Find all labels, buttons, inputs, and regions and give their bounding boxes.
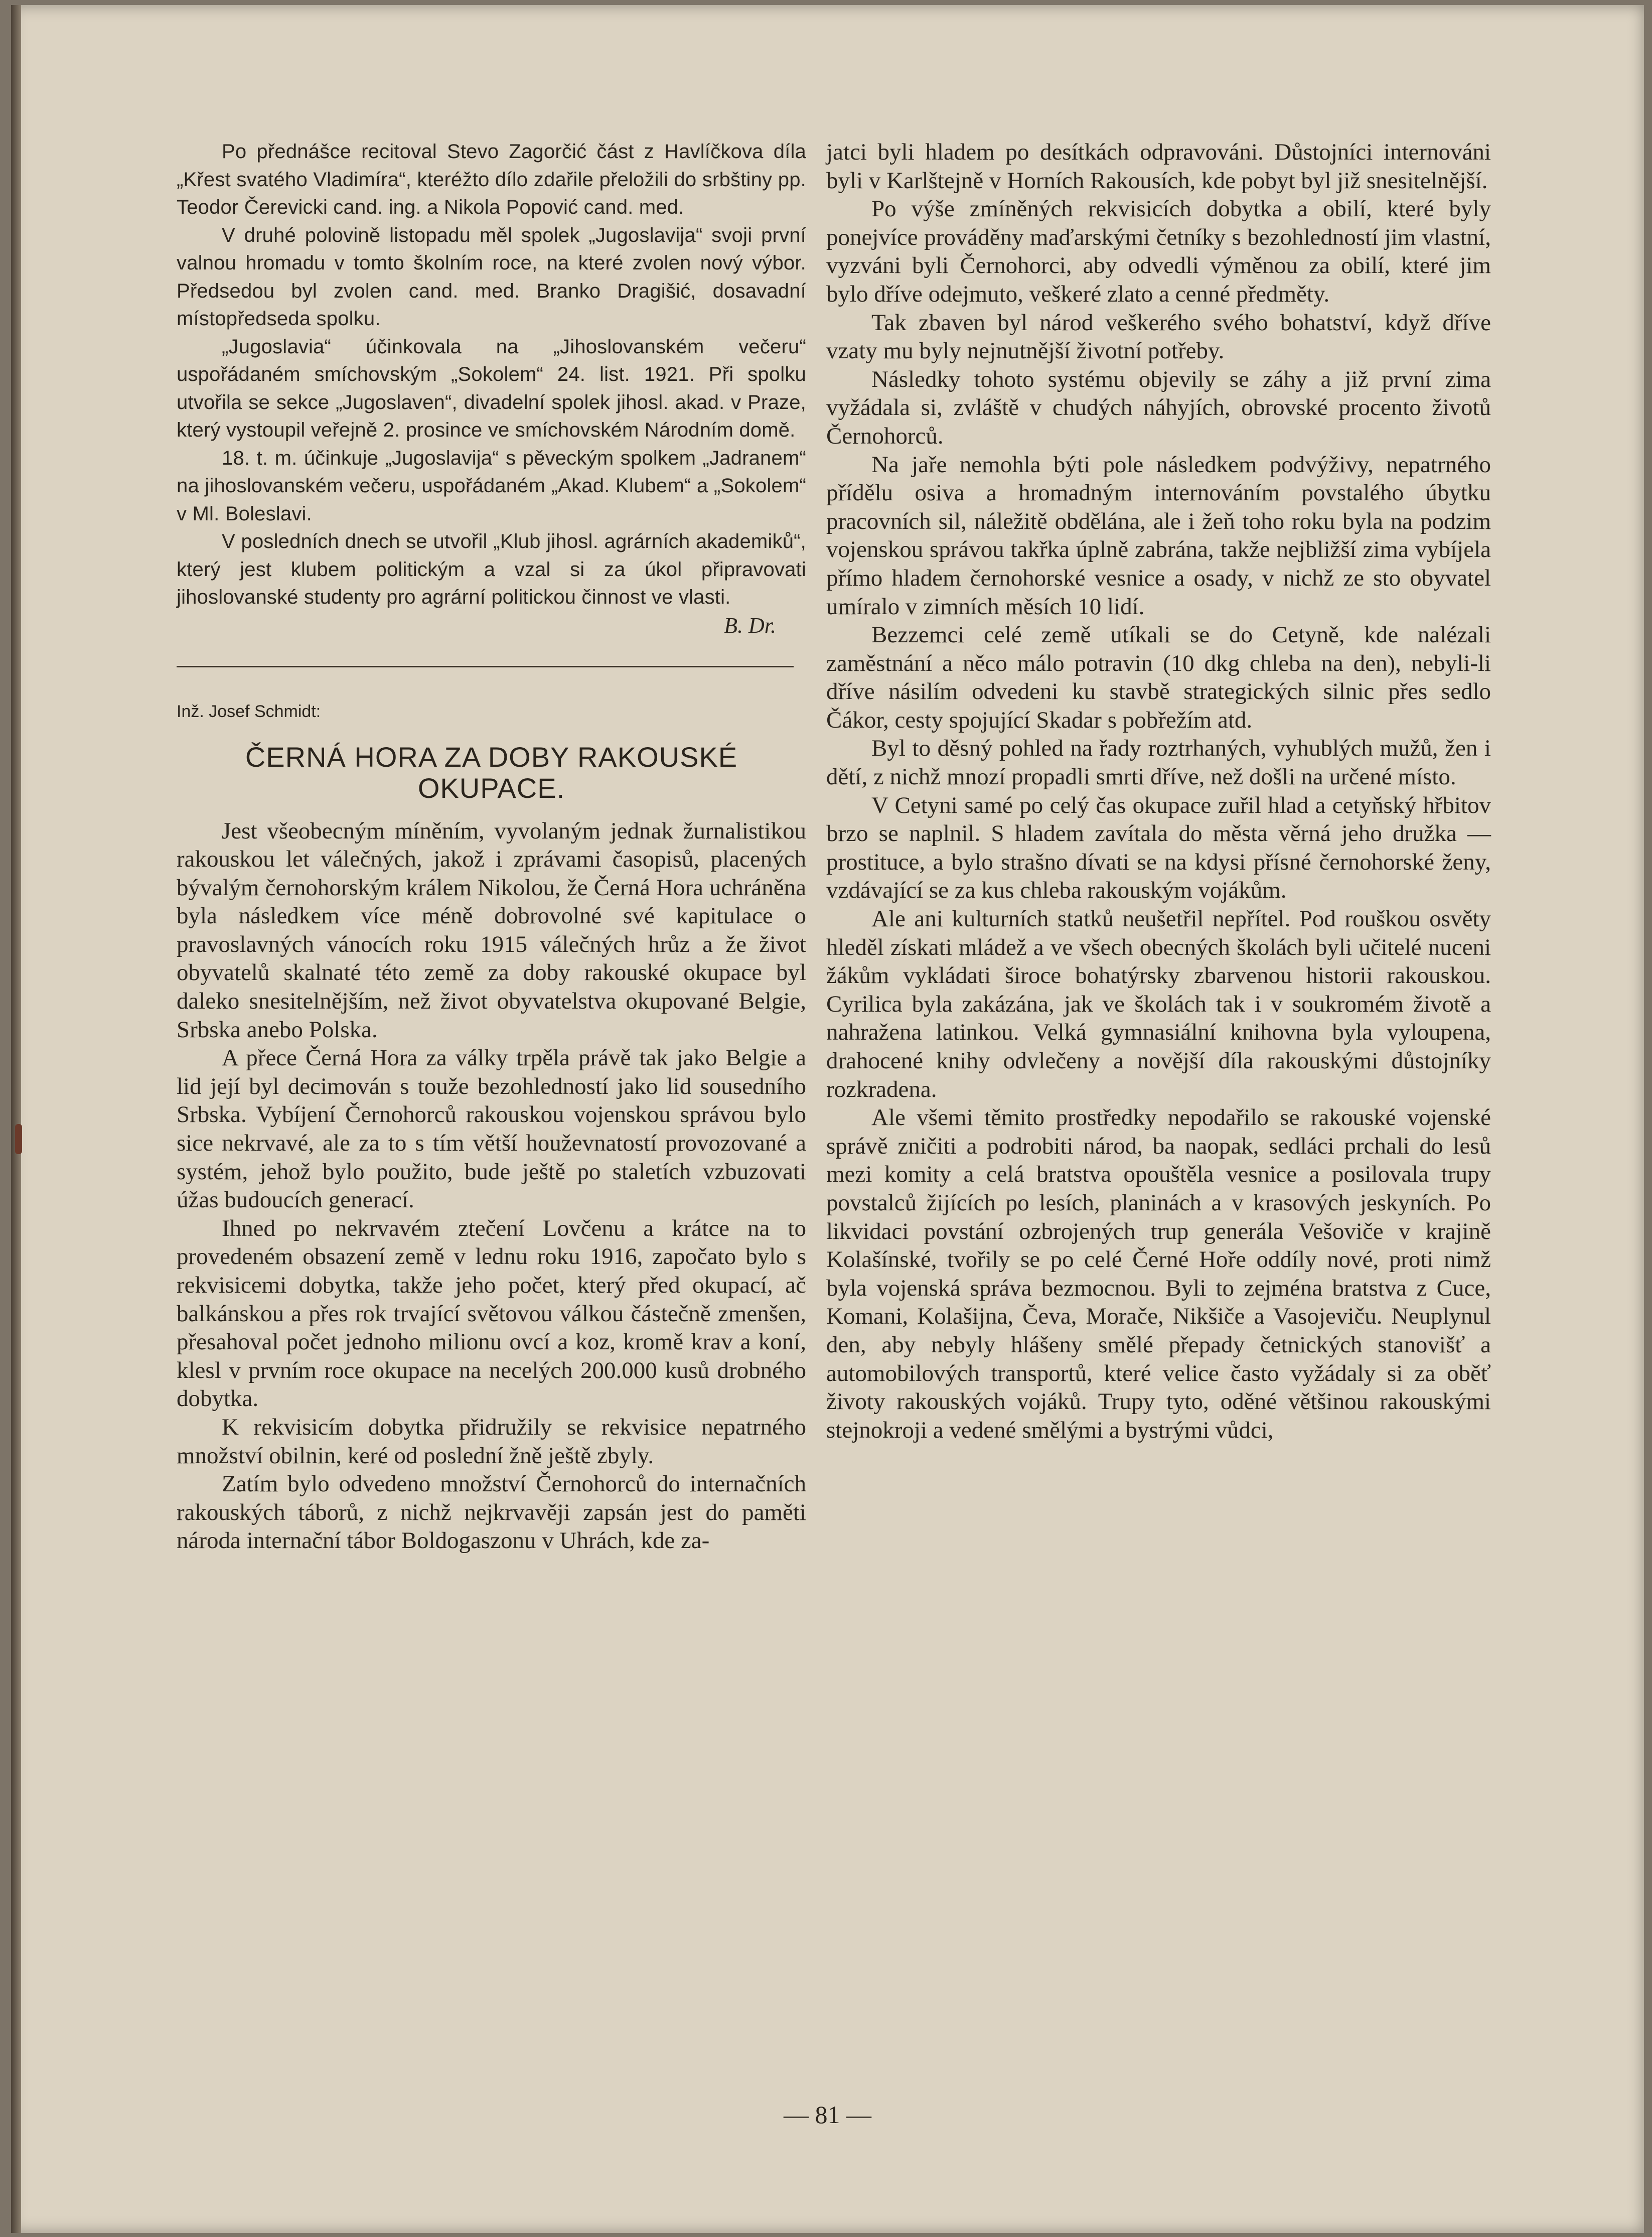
article-title: ČERNÁ HORA ZA DOBY RAKOUSKÉ OKUPACE. xyxy=(245,741,738,804)
news-paragraph: 18. t. m. účinkuje „Jugoslavija“ s pěveckým spolkem „Jadranem“ na jihoslovanském večeru, uspořádaném „Akad. Klubem“ a „Sokolem“ v Ml. Boleslavi. xyxy=(177,447,806,525)
article-paragraph: Na jaře nemohla býti pole následkem podvýživy, nepatrného přídělu osiva a hromadným internováním povstalého úbytku pracovních sil, náležitě obdělána, ale i žeň toho roku byla na podzim vojenskou správou takřka úplně zabrána, takže nejbližší zima vybíjela přímo hladem černohorské vesnice a osady, v nichž ze sto obyvatel umíralo v zimních měsích 10 lidí. xyxy=(826,451,1491,620)
news-paragraph: Po přednášce recitoval Stevo Zagorčić část z Havlíčkova díla „Křest svatého Vladimíra“, kteréžto dílo zdařile přeložili do srbštiny pp. Teodor Čerevicki cand. ing. a Nikola Popović cand. med. xyxy=(177,141,806,218)
article-author: Inž. Josef Schmidt: xyxy=(177,702,321,721)
article-paragraph: Byl to děsný pohled na řady roztrhaných, vyhublých mužů, žen i dětí, z nichž mnozí propadli smrti dříve, než došli na určené místo. xyxy=(826,735,1491,790)
article-paragraph: Ihned po nekrvavém ztečení Lovčenu a krátce na to provedeném obsazení země v lednu roku 1916, započato bylo s rekvisicemi dobytka, takže jeho počet, který před okupací, ač balkánskou a přes rok trvající světovou válkou částečně zmenšen, přesahoval počet jednoho milionu ovcí a koz, kromě krav a koní, klesl v prvním roce okupace na necelých 200.000 kusů drobného dobytka. xyxy=(177,1215,806,1412)
news-paragraph: V posledních dnech se utvořil „Klub jihosl. agrárních akademiků“, který jest klubem politickým a vzal si za úkol připravovati jihoslovanské studenty pro agrární politickou činnost ve vlasti. xyxy=(177,530,806,608)
article-body-left xyxy=(177,817,806,1555)
book-spine xyxy=(11,5,21,2233)
article-paragraph: Tak zbaven byl národ veškerého svého bohatství, když dříve vzaty mu byly nejnutnější životní potřeby. xyxy=(826,309,1491,364)
article-paragraph: Jest všeobecným míněním, vyvolaným jednak žurnalistikou rakouskou let válečných, jakož i zprávami časopisů, placených bývalým černohorským králem Nikolou, že Černá Hora uchráněna byla následkem více méně dobrovolné své kapitulace o pravoslavných vánocích roku 1915 válečných hrůz a že život obyvatelů skalnaté této země za doby rakouské okupace byl daleko snesitelnějším, než život obyvatelstva okupované Belgie, Srbska anebo Polska. xyxy=(177,817,806,1043)
left-column xyxy=(177,138,806,1555)
section-divider xyxy=(177,666,794,667)
article-paragraph: Bezzemci celé země utíkali se do Cetyně, kde nalézali zaměstnání a něco málo potravin (10 dkg chleba na den), nebyli-li dříve násilím odvedeni ku stavbě strategických silnic přes sedlo Čákor, cesty spojující Skadar s pobřežím atd. xyxy=(826,622,1491,733)
binding-mark xyxy=(15,1124,22,1154)
article-paragraph: Ale všemi těmito prostředky nepodařilo se rakouské vojenské správě zničiti a podrobiti národ, ba naopak, sedláci prchali do lesů mezi komity a celá bratstva opouštěla vesnice a posilovala trupy povstalců žijících po lesích, planinách a v krasových jeskyních. Po likvidaci povstání ozbrojených trup generála Vešoviče v krajině Kolašínské, tvořily se po celé Černé Hoře oddíly nové, proti nimž byla vojenská správa bezmocnou. Byli to zejména bratstva z Cuce, Komani, Kolašijna, Čeva, Morače, Nikšiče a Vasojeviču. Neuplynul den, aby nebyly hlášeny smělé přepady četnických stanovišť a automobilových transportů, které velice často vyžádaly si za oběť životy rakouských vojáků. Trupy tyto, oděné většinou rakouskými stejnokroji a vedené smělými a bystrými vůdci, xyxy=(826,1104,1491,1443)
page xyxy=(11,5,1644,2233)
article-paragraph: Ale ani kulturních statků neušetřil nepřítel. Pod rouškou osvěty hleděl získati mládež a ve všech obecných školách byli učitelé nuceni žákům vykládati široce bohatýrsky zbarvenou historii rakouskou. Cyrilica byla zakázána, jak ve školách tak i v soukromém životě a nahražena latinkou. Velká gymnasiální knihovna byla vyloupena, drahocené knihy odvlečeny a novější díla rakouskými důstojníky rozkradena. xyxy=(826,906,1491,1102)
news-paragraph: „Jugoslavia“ účinkovala na „Jihoslovanském večeru“ uspořádaném smíchovským „Sokolem“ 24. list. 1921. Při spolku utvořila se sekce „Jugoslaven“, divadelní spolek jihosl. akad. v Praze, který vystoupil veřejně 2. prosince ve smíchovském Národním domě. xyxy=(177,335,806,441)
article-paragraph: Zatím bylo odvedeno množství Černohorců do internačních rakouských táborů, z nichž nejkrvavěji zapsán jest do paměti národa internační tábor Boldogaszonu v Uhrách, kde za- xyxy=(177,1471,806,1554)
article-paragraph: V Cetyni samé po celý čas okupace zuřil hlad a cetyňský hřbitov brzo se naplnil. S hladem zavítala do města věrná jeho družka — prostituce, a bylo strašno dívati se na kdysi přísné černohorské ženy, vzdávající se za kus chleba rakouským vojákům. xyxy=(826,792,1491,904)
article-paragraph: Následky tohoto systému objevily se záhy a již první zima vyžádala si, zvláště v chudých náhyjích, obrovské procento životů Černohorců. xyxy=(826,366,1491,449)
news-paragraph: V druhé polovině listopadu měl spolek „Jugoslavija“ svoji první valnou hromadu v tomto školním roce, na které zvolen nový výbor. Předsedou byl zvolen cand. med. Branko Dragišić, dosavadní místopředseda spolku. xyxy=(177,224,806,330)
right-column xyxy=(826,138,1491,1444)
article-paragraph: A přece Černá Hora za války trpěla právě tak jako Belgie a lid její byl decimován s touže bezohledností jako lid sousedního Srbska. Vybíjení Černohorců rakouskou vojenskou správou bylo sice nekrvavé, ale za to s tím větší houževnatostí provozované a systém, jehož bylo použito, bude ještě po staletích vzbuzovati úžas budoucích generací. xyxy=(177,1045,806,1213)
article-paragraph: K rekvisicím dobytka přidružily se rekvisice nepatrného množství obilnin, keré od poslední žně ještě zbyly. xyxy=(177,1414,806,1469)
article-paragraph: Po výše zmíněných rekvisicích dobytka a obilí, které byly ponejvíce prováděny maďarskými četníky s bezohledností jim vlastní, vyzváni byli Černohorci, aby odvedli výměnou za obilí, které jim bylo dříve odejmuto, veškeré zlato a cenné předměty. xyxy=(826,196,1491,307)
page-number: — 81 — xyxy=(784,2101,871,2129)
news-section xyxy=(177,138,806,612)
article-continuation: jatci byli hladem po desítkách odpravováni. Důstojníci internováni byli v Karlštejně v Horních Rakousích, kde pobyt byl již snesitelnější. xyxy=(826,139,1491,194)
news-signature: B. Dr. xyxy=(724,613,776,638)
